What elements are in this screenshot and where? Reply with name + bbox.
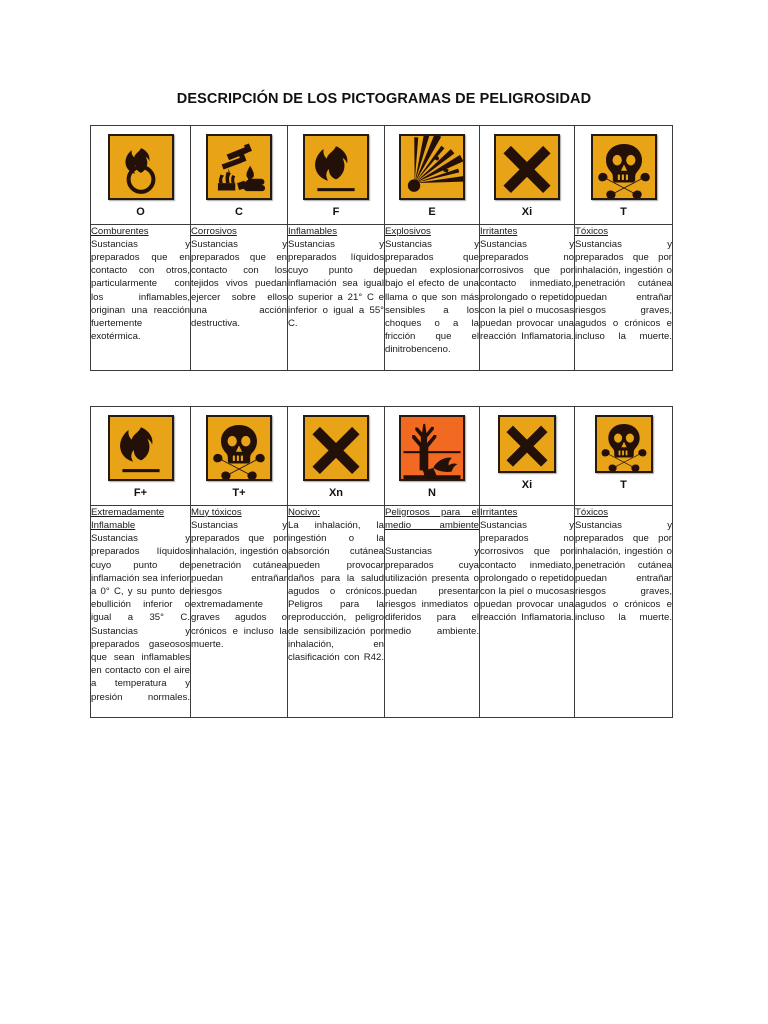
pictogram-code-label: F — [332, 205, 340, 218]
pictogram-code-label: N — [428, 486, 436, 499]
hazard-description: Sustancias y preparados que por inhalación, ingestión o penetración cutánea puedan entrañar riesgos graves, agudos o crónicos e incluso la muerte. — [575, 519, 672, 624]
corrosive-test-tubes-icon — [206, 134, 272, 200]
hazard-description: La inhalación, la ingestión o la absorción cutánea pueden provocar daños para la salud agudos o crónicos. Peligros para la reproducción, peligro de sensibilización por inhalación, en clasificación con R42. — [288, 519, 384, 663]
hazard-description: Sustancias y preparados que en contacto con los tejidos vivos puedan ejercer sobre ellos una acción destructiva. — [191, 238, 287, 329]
pictogram-code-label: C — [235, 205, 243, 218]
hazard-heading: Muy tóxicos — [191, 506, 242, 518]
pictogram-cell-e — [385, 125, 480, 224]
harmful-cross-icon — [303, 415, 369, 481]
page-title: DESCRIPCIÓN DE LOS PICTOGRAMAS DE PELIGROSIDAD — [176, 91, 592, 107]
pictogram-cell-xi — [480, 406, 575, 505]
extremely-flammable-flame-icon — [108, 415, 174, 481]
pictogram-code-label: T — [620, 478, 627, 491]
pictogram-cell-t — [575, 406, 673, 505]
pictogram-cell-n — [385, 406, 480, 505]
pictogram-cell-c — [191, 125, 288, 224]
hazard-heading-line-1: Extremadamente — [91, 506, 165, 518]
pictogram-table-2 — [90, 406, 673, 718]
pictogram-code-label: Xi — [521, 478, 533, 491]
description-cell-t — [575, 224, 673, 370]
description-cell-n — [385, 505, 480, 717]
hazard-description: Sustancias y preparados no corrosivos que por contacto inmediato, prolongado o repetido con la piel o mucosas puedan provocar una reacción Inflamatoria. — [480, 519, 574, 624]
hazard-heading: Tóxicos — [575, 225, 609, 237]
pictogram-cell-f — [288, 125, 385, 224]
description-cell-xi — [480, 505, 575, 717]
very-toxic-skull-crossbones-icon — [206, 415, 272, 481]
hazard-heading: Corrosivos — [191, 225, 237, 237]
irritant-cross-icon — [498, 415, 556, 473]
pictogram-cell-xi — [480, 125, 575, 224]
hazard-description: Sustancias y preparados líquidos cuyo punto de inflamación sea inferior a 0° C, y su punto de ebullición inferior o igual a 35° C. Sustancias y preparados gaseosos que sean inflamables en contacto con el aire a temperatura y presión normales. — [91, 533, 190, 703]
pictogram-cell-t — [575, 125, 673, 224]
hazard-description: Sustancias y preparados que puedan explosionar bajo el efecto de una llama o que son más sensibles a los choques o a la fricción que el dinitrobenceno. — [385, 238, 479, 356]
flammable-flame-icon — [303, 134, 369, 200]
explosive-bursting-bomb-icon — [399, 134, 465, 200]
pictogram-code-label: T+ — [232, 486, 246, 499]
description-cell-e — [385, 224, 480, 370]
pictogram-cell-xn — [288, 406, 385, 505]
hazard-heading: Irritantes — [480, 506, 518, 518]
description-row — [91, 505, 673, 717]
pictogram-code-label: E — [428, 205, 436, 218]
hazard-description: Sustancias y preparados que en contacto con otros, particularmente con los inflamables, originan una reacción fuertemente exotérmica. — [91, 238, 190, 343]
description-cell-xn — [288, 505, 385, 717]
description-cell-o — [91, 224, 191, 370]
hazard-description: Sustancias y preparados no corrosivos que por contacto inmediato, prolongado o repetido con la piel o mucosas puedan provocar una reacción Inflamatoria. — [480, 238, 574, 343]
description-cell-fplus — [91, 505, 191, 717]
description-cell-xi — [480, 224, 575, 370]
pictogram-code-label: Xi — [521, 205, 533, 218]
pictogram-code-label: Xn — [328, 486, 344, 499]
pictogram-table-1 — [90, 125, 673, 371]
description-cell-f — [288, 224, 385, 370]
pictogram-row — [91, 125, 673, 224]
pictogram-cell-o — [91, 125, 191, 224]
hazard-heading: Nocivo: — [288, 506, 320, 518]
toxic-skull-crossbones-icon — [591, 134, 657, 200]
hazard-description: Sustancias y preparados líquidos cuyo punto de inflamación sea igual o superior a 21° C e inferior o igual a 55° C. — [288, 238, 384, 329]
hazard-heading: Comburentes — [91, 225, 149, 237]
pictogram-cell-fplus — [91, 406, 191, 505]
hazard-heading: Inflamables — [288, 225, 338, 237]
hazard-heading: Peligrosos para el medio ambiente — [385, 506, 479, 531]
description-cell-t — [575, 505, 673, 717]
hazard-heading: Irritantes — [480, 225, 518, 237]
hazard-heading: Explosivos — [385, 225, 431, 237]
hazard-description: Sustancias y preparados que por inhalación, ingestión o penetración cutánea puedan entrañar riesgos extremadamente graves agudos o crónicos e incluso la muerte. — [191, 519, 287, 650]
hazard-heading — [91, 506, 190, 532]
toxic-skull-crossbones-icon — [595, 415, 653, 473]
pictogram-cell-tplus — [191, 406, 288, 505]
description-cell-tplus — [191, 505, 288, 717]
pictogram-code-label: T — [620, 205, 627, 218]
description-cell-c — [191, 224, 288, 370]
hazard-heading-line-2: Inflamable — [91, 519, 136, 531]
pictogram-code-label: F+ — [133, 486, 148, 499]
oxidizing-flame-over-circle-icon — [108, 134, 174, 200]
pictogram-row — [91, 406, 673, 505]
environmental-hazard-tree-fish-icon — [399, 415, 465, 481]
hazard-heading: Tóxicos — [575, 506, 609, 518]
hazard-description: Sustancias y preparados cuya utilización presenta o puedan presentar riesgos inmediatos o diferidos para el medio ambiente. — [385, 546, 479, 637]
irritant-cross-icon — [494, 134, 560, 200]
pictogram-code-label: O — [136, 205, 145, 218]
description-row — [91, 224, 673, 370]
hazard-description: Sustancias y preparados que por inhalación, ingestión o penetración cutánea puedan entrañar riesgos graves, agudos o crónicos e incluso la muerte. — [575, 238, 672, 343]
